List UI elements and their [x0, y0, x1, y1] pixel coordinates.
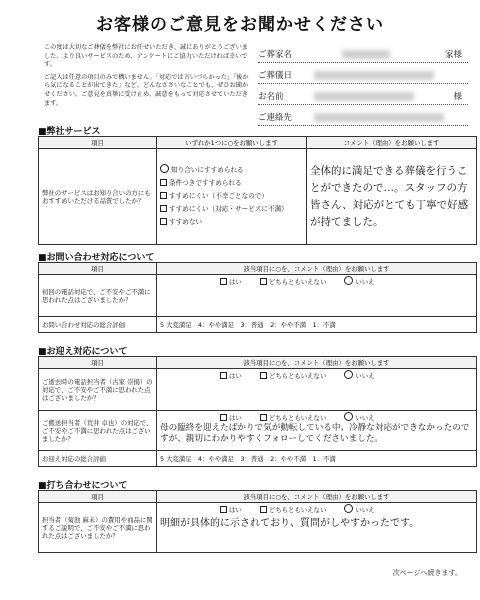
- choice-no-circled[interactable]: いいえ: [344, 506, 374, 514]
- option-hard-dissatisfied[interactable]: すすめにくい（対応・サービスに不満）: [160, 203, 303, 216]
- choice-neutral[interactable]: どちらともいえない: [260, 506, 327, 514]
- checkbox-icon: [160, 218, 167, 225]
- meeting-table: [38, 490, 477, 553]
- option-recommend[interactable]: 知り合いにすすめられる: [160, 164, 303, 177]
- meeting-question-1: 担当者（菊池 麻未）の費用や商品に関するご説明で、ご不安やご不満に思われた点はございましたか？: [39, 503, 157, 553]
- checkbox-icon: [160, 192, 167, 199]
- info-label: お名前: [258, 92, 284, 102]
- header-comment: コメント（理由）をお願いします: [307, 137, 477, 149]
- pickup-question-1: ご逝去時の電話担当者（古家 崇揚）の対応で、ご不安やご不満に思われた点はございましたか？: [39, 369, 157, 411]
- header-applicable: 該当項目に○を、コメント（理由）をお願いします: [157, 491, 477, 503]
- service-question: 弊社のサービスはお知り合いの方にもおすすめいただける品質でしたか？: [39, 149, 157, 245]
- service-comment[interactable]: 全体的に満足できる葬儀を行うことができたので…。スタッフの方皆さん、対応がとても丁寧で好感が持てました。: [307, 149, 477, 245]
- page-title: お客様のご意見をお聞かせください: [96, 15, 384, 35]
- pickup-table: [38, 356, 477, 467]
- pickup-rating-label: お迎え対応の総合評価: [39, 451, 157, 467]
- choice-yes[interactable]: はい: [220, 372, 242, 380]
- header-item: 項目: [39, 491, 157, 503]
- info-row-date[interactable]: [258, 65, 468, 84]
- section-title-inquiry: ■お問い合わせ対応について: [38, 253, 155, 263]
- inquiry-answer-1[interactable]: [157, 275, 477, 317]
- info-row-family[interactable]: [258, 44, 468, 63]
- checkbox-icon: [160, 205, 167, 212]
- checkbox-icon: [160, 179, 167, 186]
- header-item: 項目: [39, 137, 157, 149]
- section-title-service: ■弊社サービス: [38, 127, 101, 137]
- option-conditional[interactable]: 条件つきですすめられる: [160, 177, 303, 190]
- choice-no-circled[interactable]: いいえ: [344, 414, 374, 422]
- choice-no-circled[interactable]: いいえ: [344, 372, 374, 380]
- service-options: [157, 149, 307, 245]
- redacted-value: [342, 50, 390, 59]
- intro-paragraph-2: ご記入は任意の項目のみで構いません。「対応では言いづらかった」「後から気になることが出てきた」など、どんなささいなことでも、ぜひお聞かせください。ご意見を真摯に受け止め、誠意をもって対応させていただきます。: [44, 73, 249, 107]
- header-item: 項目: [39, 263, 157, 275]
- checkbox-circled-icon: [160, 164, 169, 173]
- pickup-rating-scale[interactable]: 5 大変満足 4：やや満足 3：普通 2：やや不満 1：不満: [157, 451, 477, 467]
- info-label: ご葬儀日: [258, 71, 293, 81]
- intro-paragraph-1: この度は大切なご葬儀を弊社にお任せいただき、誠にありがとうございました。より良いサービスのため、アンケートにご協力いただければ幸いです。: [44, 44, 248, 69]
- pickup-answer-2[interactable]: [157, 411, 477, 451]
- redacted-value: [314, 113, 444, 122]
- redacted-value: [314, 71, 434, 80]
- intro-text: [44, 44, 254, 112]
- section-title-meeting: ■打ち合わせについて: [38, 481, 128, 491]
- info-suffix: 様: [453, 92, 462, 102]
- option-not-recommend[interactable]: すすめない: [160, 216, 303, 229]
- customer-info: [258, 44, 468, 128]
- choice-yes[interactable]: はい: [220, 414, 242, 422]
- info-suffix: 家様: [444, 50, 462, 60]
- info-row-contact[interactable]: [258, 107, 468, 126]
- redacted-value: [314, 92, 414, 101]
- choice-yes[interactable]: はい: [220, 506, 242, 514]
- header-applicable: 該当項目に○を、コメント（理由）をお願いします: [157, 263, 477, 275]
- inquiry-table: [38, 262, 477, 333]
- option-hard-occasion[interactable]: すすめにくい（不幸ごとなので）: [160, 190, 303, 203]
- choice-neutral[interactable]: どちらともいえない: [260, 414, 327, 422]
- choice-yes[interactable]: はい: [220, 278, 242, 286]
- continue-note: 次ページへ続きます。: [392, 569, 462, 577]
- section-title-pickup: ■お迎え対応について: [38, 347, 128, 357]
- meeting-comment[interactable]: 明細が具体的に示されており、質問がしやすかったです。: [160, 518, 420, 529]
- service-table: [38, 136, 477, 245]
- header-item: 項目: [39, 357, 157, 369]
- header-applicable: 該当項目に○を、コメント（理由）をお願いします: [157, 357, 477, 369]
- choice-neutral[interactable]: どちらともいえない: [260, 278, 327, 286]
- header-choice: いずれか1つに○をお願いします: [157, 137, 307, 149]
- pickup-comment[interactable]: 母の臨終を迎えたばかりで気が動転している中、冷静な対応ができなかったのですが、親切にわかりやすくフォローしてくださいました。: [160, 423, 470, 444]
- pickup-answer-1[interactable]: [157, 369, 477, 411]
- meeting-answer-1[interactable]: [157, 503, 477, 553]
- inquiry-question-1: 初回の電話対応で、ご不安やご不満に思われた点はございましたか？: [39, 275, 157, 317]
- pickup-question-2: ご搬送担当者（荒井 卓也）の対応で、ご不安やご不満に思われた点はございましたか？: [39, 411, 157, 451]
- inquiry-rating-label: お問い合わせ対応の総合評価: [39, 317, 157, 333]
- inquiry-rating-scale[interactable]: 5 大変満足 4：やや満足 3：普通 2：やや不満 1：不満: [157, 317, 477, 333]
- choice-neutral[interactable]: どちらともいえない: [260, 372, 327, 380]
- choice-no-circled[interactable]: いいえ: [344, 278, 374, 286]
- info-label: ご連絡先: [258, 113, 293, 123]
- info-row-name[interactable]: [258, 86, 468, 105]
- info-label: ご葬家名: [258, 50, 293, 60]
